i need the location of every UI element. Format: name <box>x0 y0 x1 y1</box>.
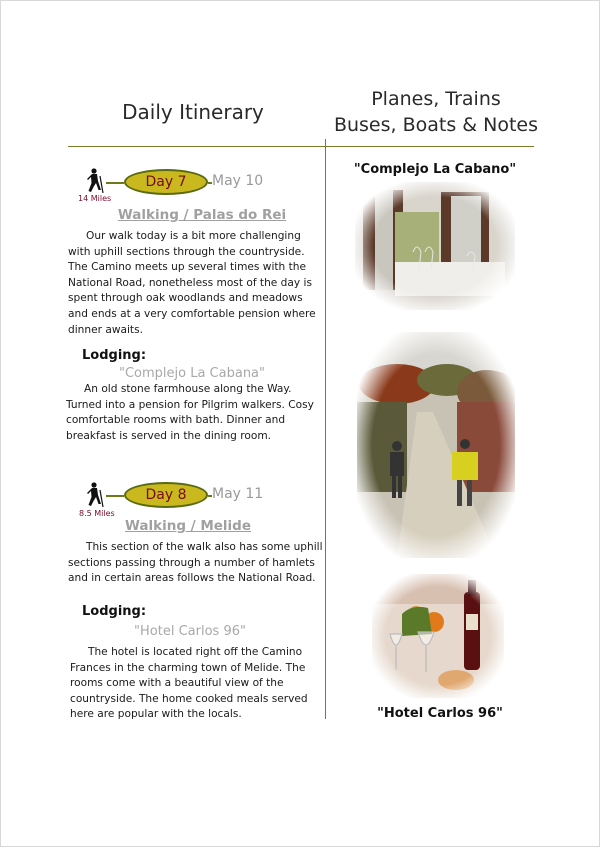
header-rule <box>68 146 534 147</box>
day8-label: Day 8 <box>145 487 187 503</box>
day7-route: Walking / Palas do Rei <box>117 207 287 223</box>
day7-label: Day 7 <box>145 174 187 190</box>
hiker-icon <box>83 482 105 508</box>
header-right-title <box>326 86 546 138</box>
header-left-title: Daily Itinerary <box>122 100 264 124</box>
hiker-icon <box>83 168 105 194</box>
day8-pill <box>124 482 208 508</box>
restaurant-interior-photo <box>355 182 515 310</box>
day7-pill <box>124 169 208 195</box>
day8-route: Walking / Melide <box>124 518 252 534</box>
day7-date: May 10 <box>212 173 264 189</box>
day8-description: This section of the walk also has some uphill sections passing through a number of hamlets and in certain areas follows the National Road. <box>68 541 323 585</box>
day7-dash-left <box>106 182 124 184</box>
photo-caption-top: "Complejo La Cabano" <box>353 162 517 177</box>
day8-miles: 8.5 Miles <box>79 509 115 518</box>
column-divider <box>325 139 326 719</box>
day7-hotel-name: "Complejo La Cabana" <box>118 366 266 381</box>
pilgrims-walking-photo <box>357 332 515 558</box>
day8-dash-left <box>106 495 124 497</box>
header-right-line1: Planes, Trains <box>371 88 501 110</box>
day7-miles: 14 Miles <box>78 194 112 203</box>
photo-caption-bottom: "Hotel Carlos 96" <box>377 706 503 721</box>
day8-lodging-label: Lodging: <box>82 604 147 619</box>
day7-description: Our walk today is a bit more challenging with uphill sections through the countryside. The Camino meets up several times with the National Road, nonetheless most of the day is spent through oak woodlands and meadows and ends at a very comfortable pension where dinner awaits. <box>68 230 316 336</box>
day7-hotel-description: An old stone farmhouse along the Way. Turned into a pension for Pilgrim walkers. Cosy comfortable rooms with bath. Dinner and breakfast is served in the dining room. <box>66 383 314 442</box>
day7-lodging-label: Lodging: <box>82 348 147 363</box>
dining-table-photo <box>372 574 504 698</box>
day8-date: May 11 <box>212 486 264 502</box>
header-right-line2: Buses, Boats & Notes <box>333 114 539 136</box>
day8-hotel-name: "Hotel Carlos 96" <box>134 624 246 639</box>
day8-hotel-description: The hotel is located right off the Camino Frances in the charming town of Melide. The rooms come with a beautiful view of the countryside. The home cooked meals served here are popular with the locals. <box>70 646 308 721</box>
